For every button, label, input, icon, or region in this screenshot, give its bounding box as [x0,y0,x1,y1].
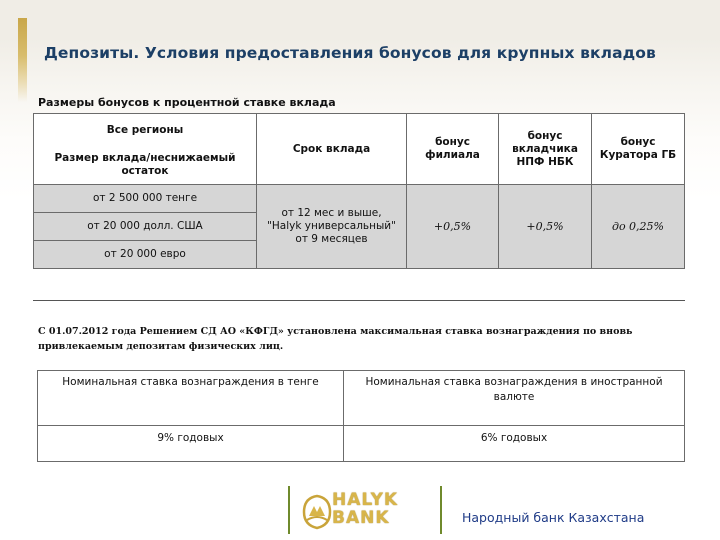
rate-header-foreign: Номинальная ставка вознаграждения в иностранной валюте [343,370,685,426]
header-deposit-size: Размер вклада/неснижаемый остаток [54,152,236,177]
divider-line [33,300,685,301]
header-bonus-curator: бонус Куратора ГБ [591,113,685,185]
halyk-bank-logo [300,490,430,534]
regulation-note: С 01.07.2012 года Решением СД АО «КФГД» установлена максимальная ставка вознаграждения по вновь привлекаемым депозитам физических лиц. [38,326,633,352]
logo-emblem-icon [300,492,334,532]
rate-header-tenge: Номинальная ставка вознаграждения в тенге [37,370,344,426]
header-regions-size [33,113,257,185]
bonus-depositor-value: +0,5% [498,184,592,269]
bonus-curator-value: до 0,25% [591,184,685,269]
logo-word-bank: BANK [332,508,390,528]
amount-eur: от 20 000 евро [33,240,257,269]
bank-name: Народный банк Казахстана [462,510,645,525]
amount-tenge: от 2 500 000 тенге [33,184,257,213]
rate-value-foreign: 6% годовых [343,425,685,462]
header-bonus-branch: бонус филиала [406,113,499,185]
term-value: от 12 мес и выше, "Halyk универсальный" от 9 месяцев [256,184,407,269]
logo-wordmark [332,491,398,527]
rate-value-tenge: 9% годовых [37,425,344,462]
table-caption: Размеры бонусов к процентной ставке вклада [38,96,336,109]
bonus-table [33,113,685,269]
header-bonus-depositor: бонус вкладчика НПФ НБК [498,113,592,185]
header-regions: Все регионы [106,124,184,136]
footer-divider-left [288,486,290,534]
slide-title: Депозиты. Условия предоставления бонусов для крупных вкладов [44,44,656,62]
header-term: Срок вклада [256,113,407,185]
gold-accent-bar [18,18,27,102]
rate-table [37,370,685,462]
footer-divider-right [440,486,442,534]
amount-usd: от 20 000 долл. США [33,212,257,241]
logo-word-halyk: HALYK [332,490,399,510]
bonus-branch-value: +0,5% [406,184,499,269]
